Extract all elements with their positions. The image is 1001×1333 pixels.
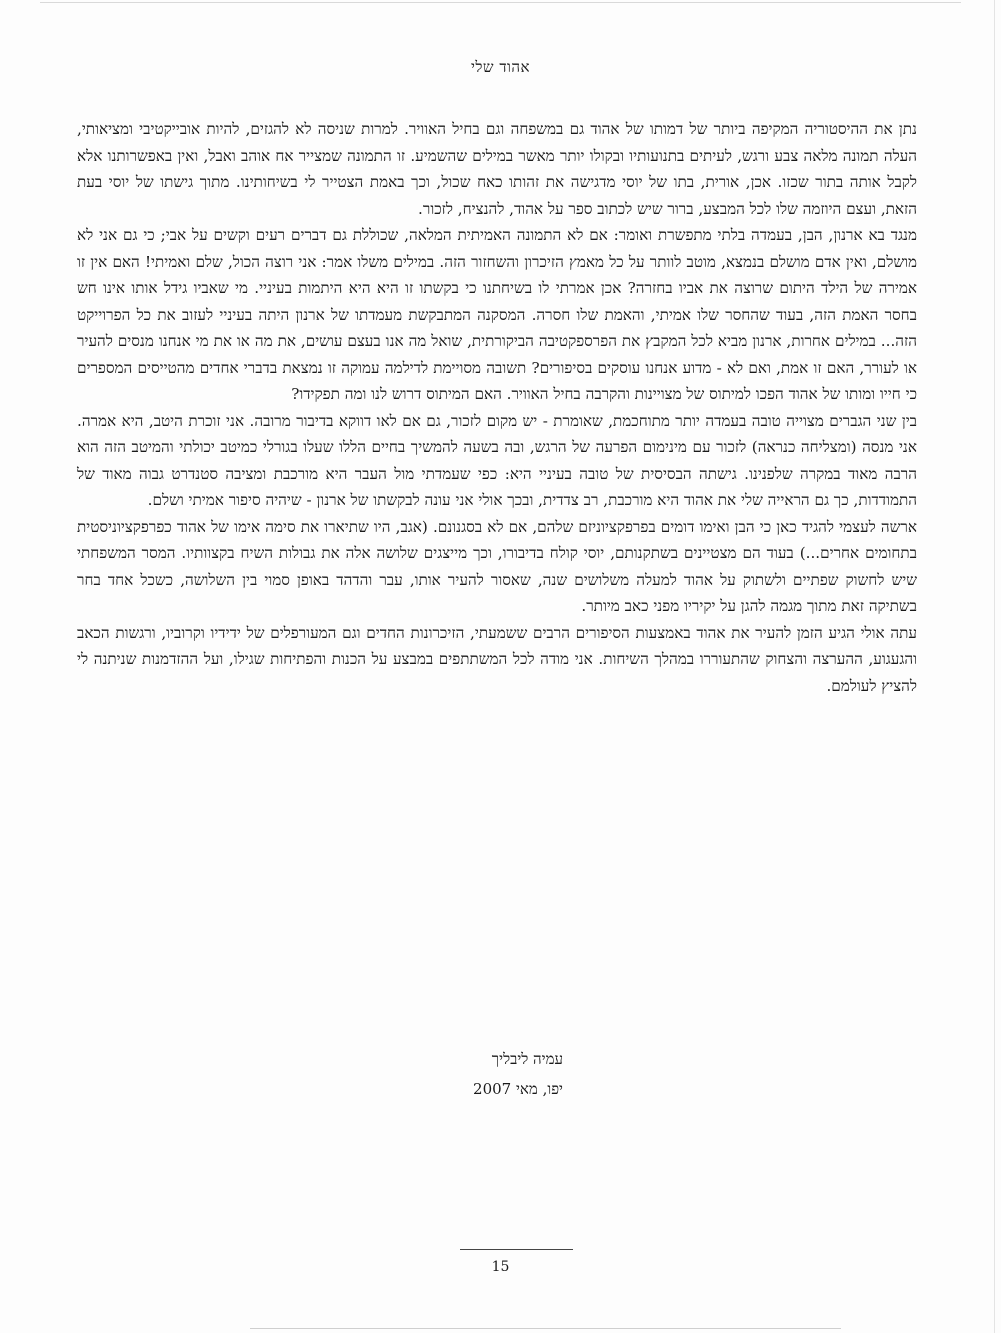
page-number: 15 (491, 1259, 510, 1275)
author-name: עמיה ליבליך (491, 1050, 563, 1068)
paragraph: מנגד בא ארנון, הבן, בעמדה בלתי מתפשרת ואומר: אם לא התמונה האמיתית המלאה, שכוללת גם דברים רעים וקשים על אבי; כי גם אני לא מושלם, ואין אדם מושלם בנמצא, מוטב לוותר על כל מאמץ הזיכרון והשחזור הזה. במילים משלו אמר: אני רוצה הכול, שלם ואמיתי! האם אין זו אמירה של הילד היתום שרוצה את אביו בחזרה? אכן אמרתי לו בשיחתנו כי בקשתו זו היא היא היתמות בעיניי. מי שאביו גידל אותו אינו חש בחסר האמת הזה, בעוד שהחסר שלו אמיתי, והאמת שלו חסרה. המסקנה המתבקשת מעמדתו של ארנון היתה בעיניי לעזוב את כל הפרוייקט הזה... במילים אחרות, ארנון מביא לכל המקבץ את הפרספקטיבה הביקורתית, שואל מה אנו בעצם עושים, את מה או את מי אנחנו מנסים להעיר או לעורר, האם זו אמת, ואם לא - מדוע אנחנו עוסקים בסיפורים? תשובה מסויימת לדילמה עמוקה זו נמצאת בדברי אחדים מהטייסים המספרים כי חייו ומותו של אהוד הפכו למיתוס של מצויינות והקרבה בחיל האוויר. האם המיתוס דרוש לנו ומה תפקידו? (77, 226, 917, 403)
scan-bottom-edge (250, 1328, 841, 1329)
paragraph: נתן את ההיסטוריה המקיפה ביותר של דמותו של אהוד גם במשפחה וגם בחיל האוויר. למרות שניסה לא להגזים, להיות אובייקטיבי ומציאותי, העלה תמונה מלאה צבע ורגש, לעיתים בתנועותיו ובקולו יותר מאשר במילים שהשמיע. זו התמונה שמצייר אח אוהב ואבל, ואין באפשרותנו אלא לקבל אותה בתור שכזו. אכן, אורית, בתו של יוסי מדגישה את זהותו כאח שכול, וכך באמת הצטייר לי בשיחותינו. מתוך גישתו של יוסי בעת הזאת, ועצם היוזמה שלו לכל המבצע, ברור שיש לכתוב ספר על אהוד, להנציח, לזכור. (77, 120, 917, 218)
place-date: יפו, מאי 2007 (473, 1080, 563, 1098)
paragraph: בין שני הגברים מצוייה טובה בעמדה יותר מתוחכמת, שאומרת - יש מקום לזכור, גם אם לאו דווקא בדיבור מרובה. אני זוכרת היטב, היא אמרה. אני מנסה (ומצליחה כנראה) לזכור עם מינימום הפרעה של הרגש, ובה בשעה להמשיך בחיים הללו שעלו בגורלי כמיטב יכולתי והמיטב הזה הוא הרבה מאוד במקרה שלפנינו. גישתה הבסיסית של טובה בעיניי היא: כפי שעמדתי מול העבר היא מורכבת ומציבה סטנדרט גבוה מאוד של התמודדות, כך גם הראייה שלי את אהוד היא מורכבת, רב צדדית, ובכך אולי אני עונה לבקשתו של ארנון - שיהיה סיפור אמיתי ושלם. (77, 411, 917, 509)
footer-rule (460, 1249, 573, 1250)
paragraph: ארשה לעצמי להגיד כאן כי הבן ואימו דומים בפרפקציוניזם שלהם, אם לא בסגנונם. (אגב, היו שתיארו את סימה אימו של אהוד כפרפקציוניסטית בתחומים אחרים...) בעוד הם מצטיינים בשתקנותם, יוסי קולח בדיבורו, וכך מייצגים שלושה אלה את גבולות השיח בקצוותיו. המסר המשפחתי שיש לחשוק שפתיים ולשתוק על אהוד למעלה משלושים שנה, שאסור להעיר אותו, עבר והדהד באופן סמוי בין השלושה, כשכל אחד בחר בשתיקה זאת מתוך מגמה להגן על יקיריו מפני כאב מיותר. (77, 517, 917, 615)
signature-block (473, 1044, 563, 1104)
scan-top-edge (40, 2, 961, 3)
paragraph: עתה אולי הגיע הזמן להעיר את אהוד באמצעות הסיפורים הרבים ששמעתי, הזיכרונות החדים וגם המעורפלים של ידידיו וקרוביו, ורגשות הכאב והגעגוע, ההערצה והצחוק שהתעוררו במהלך השיחות. אני מודה לכל המשתתפים במבצע על הכנות והפתיחות שגילו, ועל ההזדמנות שניתנה לי להציץ לעולמם. (77, 623, 917, 695)
scan-right-edge (994, 0, 995, 1333)
body-text (77, 116, 917, 699)
running-header: אהוד שלי (470, 58, 531, 76)
